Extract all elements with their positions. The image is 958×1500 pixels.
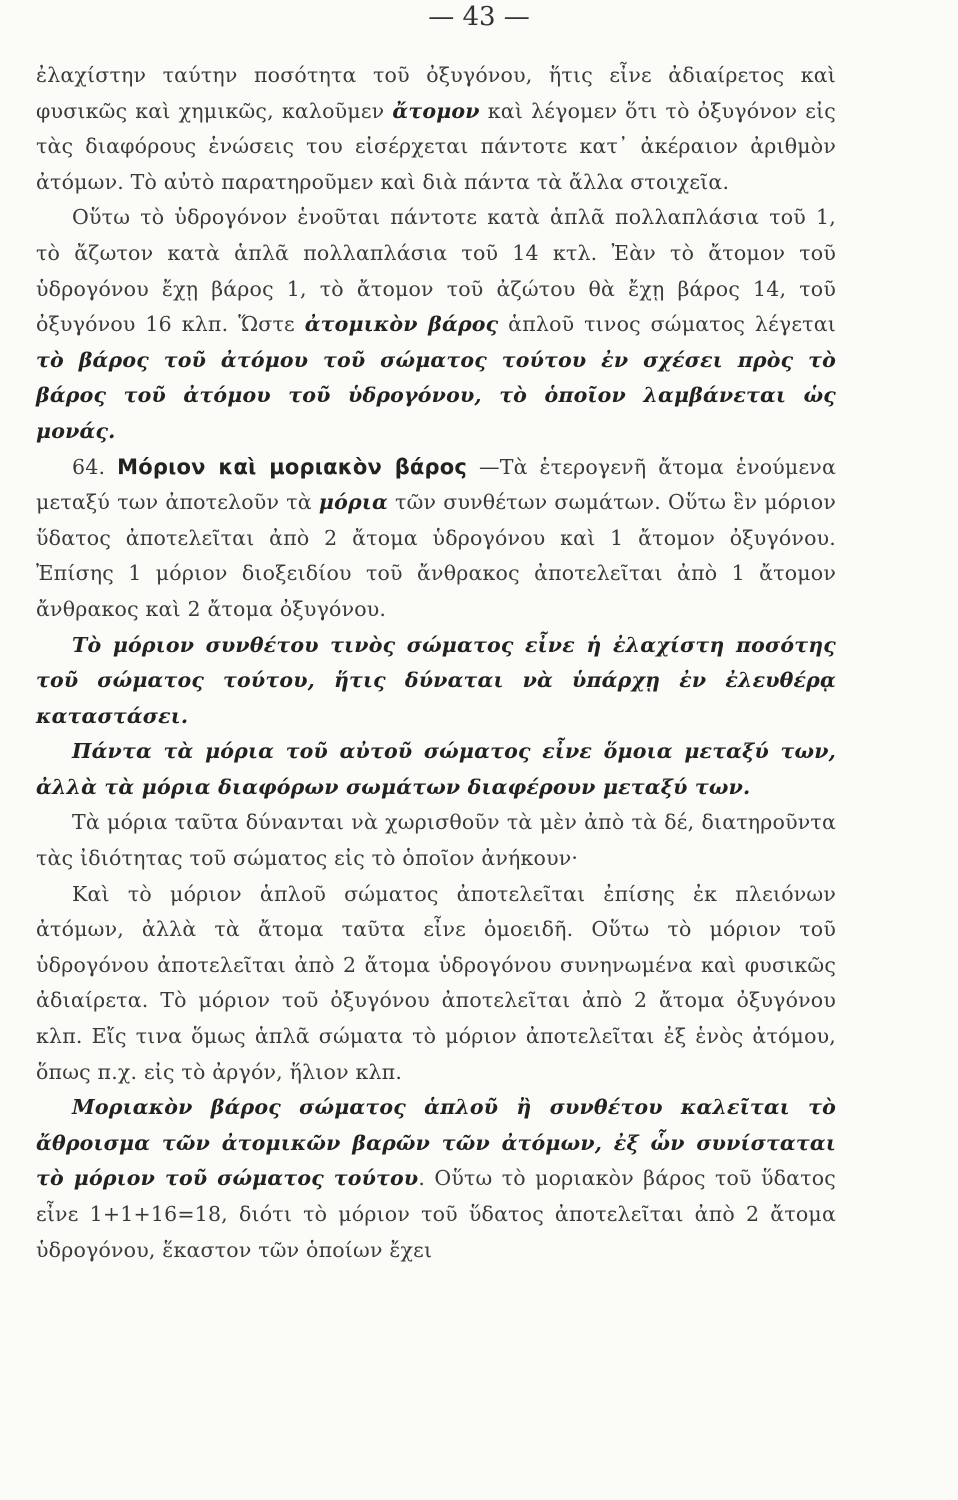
paragraph-8: [36, 1090, 836, 1268]
emphasis-term: ἀτομικὸν βάρος: [304, 312, 499, 337]
paragraph-2: [36, 200, 836, 449]
body-text: [36, 58, 836, 1268]
paragraph-6: [36, 805, 836, 876]
section-heading: Μόριον καὶ μοριακὸν βάρος: [117, 454, 468, 479]
definition-text: Τὸ μόριον συνθέτου τινὸς σώματος εἶνε ἡ ἐλαχίστη ποσότης τοῦ σώματος τούτου, ἥτις δύναται νὰ ὑπάρχῃ ἐν ἐλευθέρᾳ καταστάσει.: [36, 632, 836, 728]
paragraph-text: καὶ λέγομεν ὅτι τὸ ὀξυγόνον εἰς τὰς διαφόρους ἑνώσεις του εἰσέρχεται πάντοτε κατ᾽ ἀκέραιον ἀριθμὸν ἀτόμων. Τὸ αὐτὸ παρατηροῦμεν καὶ διὰ πάντα τὰ ἄλλα στοιχεῖα.: [36, 98, 836, 194]
paragraph-5: [36, 734, 836, 805]
paragraph-1: [36, 58, 836, 200]
paragraph-text: ἁπλοῦ τινος σώματος λέγεται: [498, 312, 836, 337]
paragraph-3: [36, 450, 836, 628]
paragraph-text: Τὰ μόρια ταῦτα δύνανται νὰ χωρισθοῦν τὰ μὲν ἀπὸ τὰ δέ, διατηροῦντα τὰς ἰδιότητας τοῦ σώματος εἰς τὸ ὁποῖον ἀνήκουν·: [36, 810, 836, 871]
definition-text: Πάντα τὰ μόρια τοῦ αὐτοῦ σώματος εἶνε ὅμοια μεταξύ των, ἀλλὰ τὰ μόρια διαφόρων σωμάτων διαφέρουν μεταξύ των.: [36, 739, 836, 799]
paragraph-text: Οὕτω τὸ ὑδρογόνον ἑνοῦται πάντοτε κατὰ ἁπλᾶ πολλαπλάσια τοῦ 1, τὸ ἄζωτον κατὰ ἁπλᾶ πολλαπλάσια τοῦ 14 κτλ. Ἐὰν τὸ ἄτομον τοῦ ὑδρογόνου ἔχῃ βάρος 1, τὸ ἄτομον τοῦ ἀζώτου θὰ ἔχῃ βάρος 14, τοῦ ὀξυγόνου 16 κλπ. Ὥστε: [36, 205, 836, 337]
paragraph-4: [36, 628, 836, 735]
paragraph-text: τῶν συνθέτων σωμάτων. Οὕτω ἓν μόριον ὕδατος ἀποτελεῖται ἀπὸ 2 ἄτομα ὑδρογόνου καὶ 1 ἄτομον ὀξυγόνου. Ἐπίσης 1 μόριον διοξειδίου τοῦ ἄνθρακος ἀποτελεῖται ἀπὸ 1 ἄτομον ἄνθρακος καὶ 2 ἄτομα ὀξυγόνου.: [36, 490, 836, 621]
emphasis-term: ἄτομον: [392, 98, 480, 123]
paragraph-text: ἐλαχίστην ταύτην ποσότητα τοῦ ὀξυγόνου, ἥτις εἶνε ἀδιαίρετος καὶ φυσικῶς καὶ χημικῶς, καλοῦμεν: [36, 63, 836, 123]
paragraph-text: . Οὕτω τὸ μοριακὸν βάρος τοῦ ὕδατος εἶνε 1+1+16=18, διότι τὸ μόριον τοῦ ὕδατος ἀποτελεῖται ἀπὸ 2 ἄτομα ὑδρογόνου, ἕκαστον τῶν ὁποίων ἔχει: [36, 1166, 836, 1262]
definition-text: τὸ βάρος τοῦ ἀτόμου τοῦ σώματος τούτου ἐν σχέσει πρὸς τὸ βάρος τοῦ ἀτόμου τοῦ ὑδρογόνου, τὸ ὁποῖον λαμβάνεται ὡς μονάς.: [36, 347, 836, 443]
emphasis-term: μόρια: [318, 490, 388, 515]
paragraph-text: Καὶ τὸ μόριον ἁπλοῦ σώματος ἀποτελεῖται ἐπίσης ἐκ πλειόνων ἀτόμων, ἀλλὰ τὰ ἄτομα ταῦτα εἶνε ὁμοειδῆ. Οὕτω τὸ μόριον τοῦ ὑδρογόνου ἀποτελεῖται ἀπὸ 2 ἄτομα ὑδρογόνου συνηνωμένα καὶ φυσικῶς ἀδιαίρετα. Τὸ μόριον τοῦ ὀξυγόνου ἀποτελεῖται ἀπὸ 2 ἄτομα ὀξυγόνου κλπ. Εἴς τινα ὅμως ἁπλᾶ σώματα τὸ μόριον ἀποτελεῖται ἐξ ἑνὸς ἀτόμου, ὅπως π.χ. εἰς τὸ ἀργόν, ἥλιον κλπ.: [36, 881, 836, 1084]
paragraph-text: —Τὰ ἑτερογενῆ ἄτομα ἑνούμενα μεταξύ των ἀποτελοῦν τὰ: [36, 454, 836, 515]
section-number: 64.: [72, 454, 106, 479]
page-number: — 43 —: [428, 2, 530, 32]
definition-text: Μοριακὸν βάρος σώματος ἁπλοῦ ἢ συνθέτου καλεῖται τὸ ἄθροισμα τῶν ἀτομικῶν βαρῶν τῶν ἀτόμων, ἐξ ὧν συνίσταται τὸ μόριον τοῦ σώματος τούτου: [36, 1095, 836, 1191]
paragraph-7: [36, 877, 836, 1091]
